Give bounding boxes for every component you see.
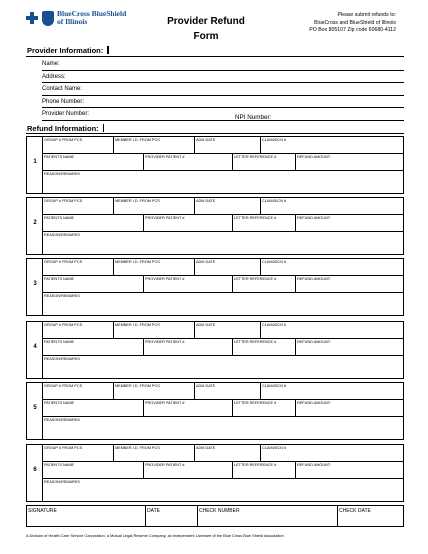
member-id-field[interactable]: MEMBER I.D. FROM PCS [113,259,194,275]
letter-reference-field[interactable]: LETTER REFERENCE # [232,400,295,416]
check-number-field[interactable]: CHECK NUMBER [197,506,337,526]
check-date-field[interactable]: CHECK DATE [337,506,403,526]
member-id-field[interactable]: MEMBER I.D. FROM PCS [113,322,194,338]
member-id-field[interactable]: MEMBER I.D. FROM PCS [113,383,194,399]
refund-block-number-label: 5 [33,405,37,411]
section-bar-icon [107,46,109,54]
group-number-field[interactable]: GROUP # FROM PCS [44,199,83,203]
refund-block-number-label: 1 [33,159,37,165]
group-number-field[interactable]: GROUP # FROM PCS [44,384,83,388]
claim-dcn-field[interactable]: CLAIM/DCN # [260,445,403,461]
name-field[interactable]: Name: [42,58,404,71]
refund-block-1 [26,136,404,194]
member-id-field[interactable]: MEMBER I.D. FROM PCS [113,137,194,153]
contact-name-field[interactable]: Contact Name: [42,83,404,96]
blue-cross-icon [26,10,40,26]
letter-reference-field[interactable]: LETTER REFERENCE # [232,154,295,170]
letter-reference-field[interactable]: LETTER REFERENCE # [232,215,295,231]
refund-amount-field[interactable]: REFUND AMOUNT: [295,276,403,292]
claim-dcn-field[interactable]: CLAIM/DCN # [260,198,403,214]
refund-amount-field[interactable]: REFUND AMOUNT: [295,154,403,170]
refund-amount-field[interactable]: REFUND AMOUNT: [295,462,403,478]
provider-patient-field[interactable]: PROVIDER PATIENT # [143,215,232,231]
reason-remarks-field[interactable]: REASON/REMARKS [44,357,80,361]
refund-block-number [27,445,43,501]
section-bar-icon [103,124,105,132]
adm-date-field[interactable]: ADM DATE [194,445,260,461]
adm-date-field[interactable]: ADM DATE [194,137,260,153]
refund-block-number [27,137,43,193]
group-number-field[interactable]: GROUP # FROM PCS [44,446,83,450]
refund-amount-field[interactable]: REFUND AMOUNT: [295,400,403,416]
provider-patient-field[interactable]: PROVIDER PATIENT # [143,400,232,416]
refund-block-number [27,383,43,439]
refund-title-rule [26,133,404,134]
patients-name-field[interactable]: PATIENTS NAME [44,216,75,220]
bcbs-logo [26,10,126,26]
group-number-field[interactable]: GROUP # FROM PCS [44,260,83,264]
signature-field[interactable]: SIGNATURE [28,508,57,514]
address-field[interactable]: Address: [42,71,404,84]
patients-name-field[interactable]: PATIENTS NAME [44,463,75,467]
claim-dcn-field[interactable]: CLAIM/DCN # [260,322,403,338]
reason-remarks-field[interactable]: REASON/REMARKS [44,172,80,176]
refund-section-title: Refund Information: [27,124,104,133]
blue-shield-icon [42,11,54,26]
refund-block-5 [26,382,404,440]
group-number-field[interactable]: GROUP # FROM PCS [44,138,83,142]
group-number-field[interactable]: GROUP # FROM PCS [44,323,83,327]
adm-date-field[interactable]: ADM DATE [194,322,260,338]
footer-text: A Division of Health Care Service Corporation, a Mutual Legal Reserve Company, an Independent Licensee of the Blue Cross Blue Shield Association [26,533,284,538]
refund-block-number-label: 4 [33,344,37,350]
provider-patient-field[interactable]: PROVIDER PATIENT # [143,154,232,170]
provider-title-rule [26,56,404,57]
logo-text: BlueCross BlueShield of Illinois [57,9,127,26]
refund-block-3 [26,258,404,316]
refund-block-2 [26,197,404,255]
claim-dcn-field[interactable]: CLAIM/DCN # [260,259,403,275]
member-id-field[interactable]: MEMBER I.D. FROM PCS [113,445,194,461]
claim-dcn-field[interactable]: CLAIM/DCN # [260,137,403,153]
provider-patient-field[interactable]: PROVIDER PATIENT # [143,339,232,355]
adm-date-field[interactable]: ADM DATE [194,259,260,275]
letter-reference-field[interactable]: LETTER REFERENCE # [232,276,295,292]
provider-patient-field[interactable]: PROVIDER PATIENT # [143,276,232,292]
phone-number-field[interactable]: Phone Number: [42,96,404,109]
submit-address: Please submit refunds to: BlueCross and BlueShield of Illinois PO Box 805107 Zip code 60680-4112 [309,12,396,33]
patients-name-field[interactable]: PATIENTS NAME [44,401,75,405]
signature-date-field[interactable]: DATE [145,506,197,526]
claim-dcn-field[interactable]: CLAIM/DCN # [260,383,403,399]
patients-name-field[interactable]: PATIENTS NAME [44,340,75,344]
provider-section-title: Provider Information: [27,46,109,55]
provider-patient-field[interactable]: PROVIDER PATIENT # [143,462,232,478]
reason-remarks-field[interactable]: REASON/REMARKS [44,233,80,237]
patients-name-field[interactable]: PATIENTS NAME [44,155,75,159]
npi-number-label: NPI Number: [235,114,272,121]
refund-block-number [27,259,43,315]
refund-block-number [27,198,43,254]
letter-reference-field[interactable]: LETTER REFERENCE # [232,462,295,478]
provider-fields [42,58,404,121]
refund-amount-field[interactable]: REFUND AMOUNT: [295,339,403,355]
patients-name-field[interactable]: PATIENTS NAME [44,277,75,281]
refund-block-6 [26,444,404,502]
adm-date-field[interactable]: ADM DATE [194,383,260,399]
form-header [0,0,428,46]
provider-number-field[interactable]: Provider Number: NPI Number: [42,108,404,121]
refund-amount-field[interactable]: REFUND AMOUNT: [295,215,403,231]
reason-remarks-field[interactable]: REASON/REMARKS [44,480,80,484]
refund-block-number-label: 6 [33,467,37,473]
letter-reference-field[interactable]: LETTER REFERENCE # [232,339,295,355]
refund-block-number-label: 2 [33,220,37,226]
form-title: Provider Refund Form [167,16,245,42]
adm-date-field[interactable]: ADM DATE [194,198,260,214]
reason-remarks-field[interactable]: REASON/REMARKS [44,294,80,298]
refund-block-number [27,322,43,378]
refund-block-number-label: 3 [33,281,37,287]
member-id-field[interactable]: MEMBER I.D. FROM PCS [113,198,194,214]
reason-remarks-field[interactable]: REASON/REMARKS [44,418,80,422]
signature-box [26,505,404,527]
refund-block-4 [26,321,404,379]
